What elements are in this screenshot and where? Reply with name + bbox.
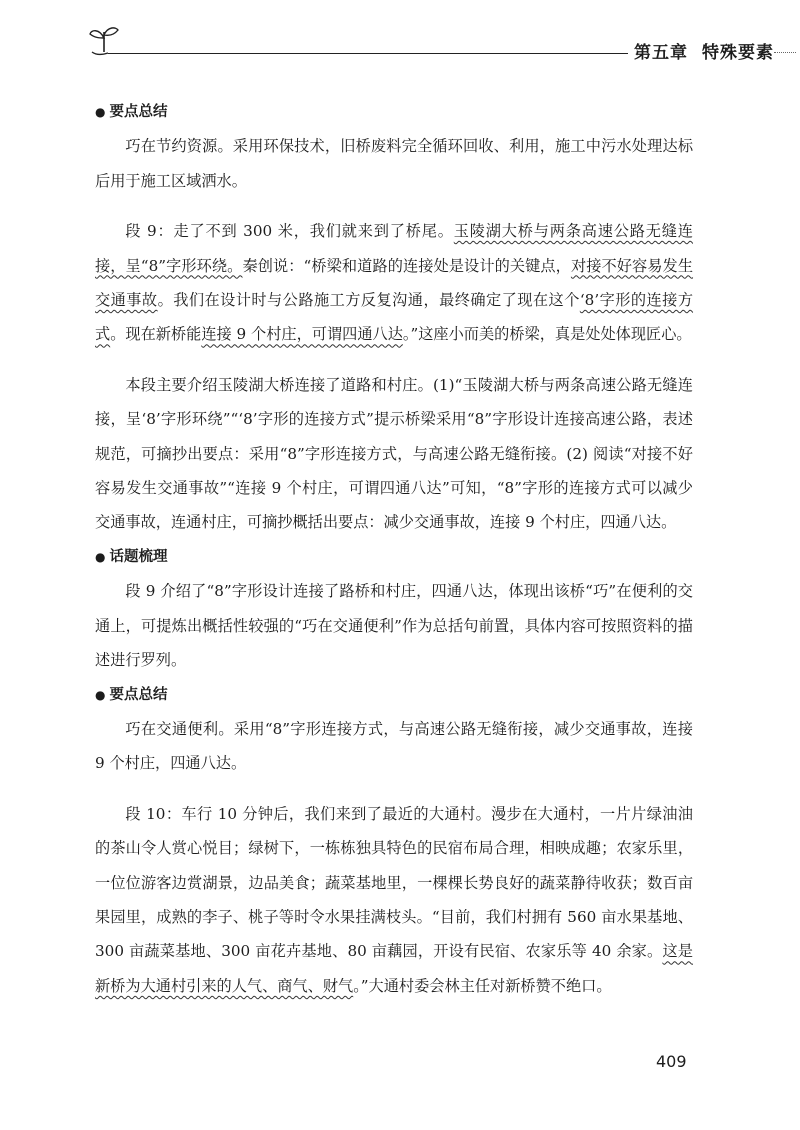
bullet-icon: ● <box>95 105 106 119</box>
text-run: 段 10：车行 10 分钟后，我们来到了最近的大通村。漫步在大通村，一片片绿油油的茶山令人赏心悦目；绿树下，一栋栋独具特色的民宿布局合理，相映成趣；农家乐里，一位位游客边赏湖景，边品美食；蔬菜基地里，一棵棵长势良好的蔬菜静待收获；数百亩果园里，成熟的李子、桃子等时令水果挂满枝头。“目前，我们村拥有 560 亩水果基地、300 亩蔬菜基地、300 亩花卉基地、80 亩藕园，开设有民宿、农家乐等 40 余家。 <box>95 804 693 961</box>
text-run: 。”这座小而美的桥梁，真是处处体现匠心。 <box>402 325 692 344</box>
text-run: 。我们在设计时与公路施工方反复沟通，最终确定了现在这个 <box>157 291 580 310</box>
page-header <box>86 22 786 62</box>
chapter-name: 特殊要素 <box>702 43 774 63</box>
paragraph: 巧在交通便利。采用“8”字形连接方式，与高速公路无缝衔接，减少交通事故，连接 9 个村庄，四通八达。 <box>95 719 693 773</box>
section-heading <box>95 540 693 574</box>
header-rule <box>108 53 628 54</box>
underlined-text: 这是新桥为大通村引来的人气、商气、财气 <box>95 942 693 995</box>
underlined-text: 对接不好容易发生交通事故 <box>95 256 694 310</box>
analysis-paragraph: 本段主要介绍玉陵湖大桥连接了道路和村庄。(1)“玉陵湖大桥与两条高速公路无缝连接，呈‘8’字形环绕”“‘8’字形的连接方式”提示桥梁采用“8”字形设计连接高速公路，表述规范，可摘抄出要点：采用“8”字形连接方式，与高速公路无缝衔接。(2) 阅读“对接不好容易发生交通事故”“连接 9 个村庄，可谓四通八达”可知，“8”字形的连接方式可以减少交通事故，连通村庄，可摘抄概括出要点：减少交通事故，连接 9 个村庄，四通八达。 <box>95 375 693 532</box>
source-paragraph <box>95 214 693 352</box>
section-heading <box>95 95 693 129</box>
text-run: 秦创说：“桥梁和道路的连接处是设计的关键点， <box>242 256 571 275</box>
chapter-number: 第五章 <box>634 43 688 63</box>
bullet-icon: ● <box>95 549 106 564</box>
paragraph: 巧在节约资源。采用环保技术，旧桥废料完全循环回收、利用，施工中污水处理达标后用于施工区域洒水。 <box>95 137 693 190</box>
page-number: 409 <box>656 1052 687 1071</box>
bullet-icon: ● <box>95 687 106 702</box>
underlined-text: 玉陵湖大桥与两条高速公路无缝连接，呈“8”字形环绕。 <box>95 222 693 275</box>
underlined-text: ‘8’字形的连接方式 <box>95 291 694 344</box>
heading-label: 话题梳理 <box>109 548 168 565</box>
paragraph: 段 9 介绍了“8”字形设计连接了路桥和村庄，四通八达，体现出该桥“巧”在便利的交通上，可提炼出概括性较强的“巧在交通便利”作为总括句前置，具体内容可按照资料的描述进行罗列。 <box>95 582 693 670</box>
header-dots <box>774 52 796 53</box>
chapter-title <box>634 38 774 63</box>
heading-label: 要点总结 <box>109 104 168 120</box>
source-paragraph <box>95 797 693 1003</box>
text-run: 。现在新桥能 <box>110 325 202 344</box>
heading-label: 要点总结 <box>109 686 168 703</box>
underlined-text: 连接 9 个村庄，可谓四通八达 <box>201 325 403 344</box>
text-run: 。”大通村委会林主任对新桥赞不绝口。 <box>353 976 612 995</box>
section-heading <box>95 678 693 712</box>
text-run: 段 9：走了不到 300 米，我们就来到了桥尾。 <box>125 222 454 241</box>
page-content <box>95 95 693 1003</box>
